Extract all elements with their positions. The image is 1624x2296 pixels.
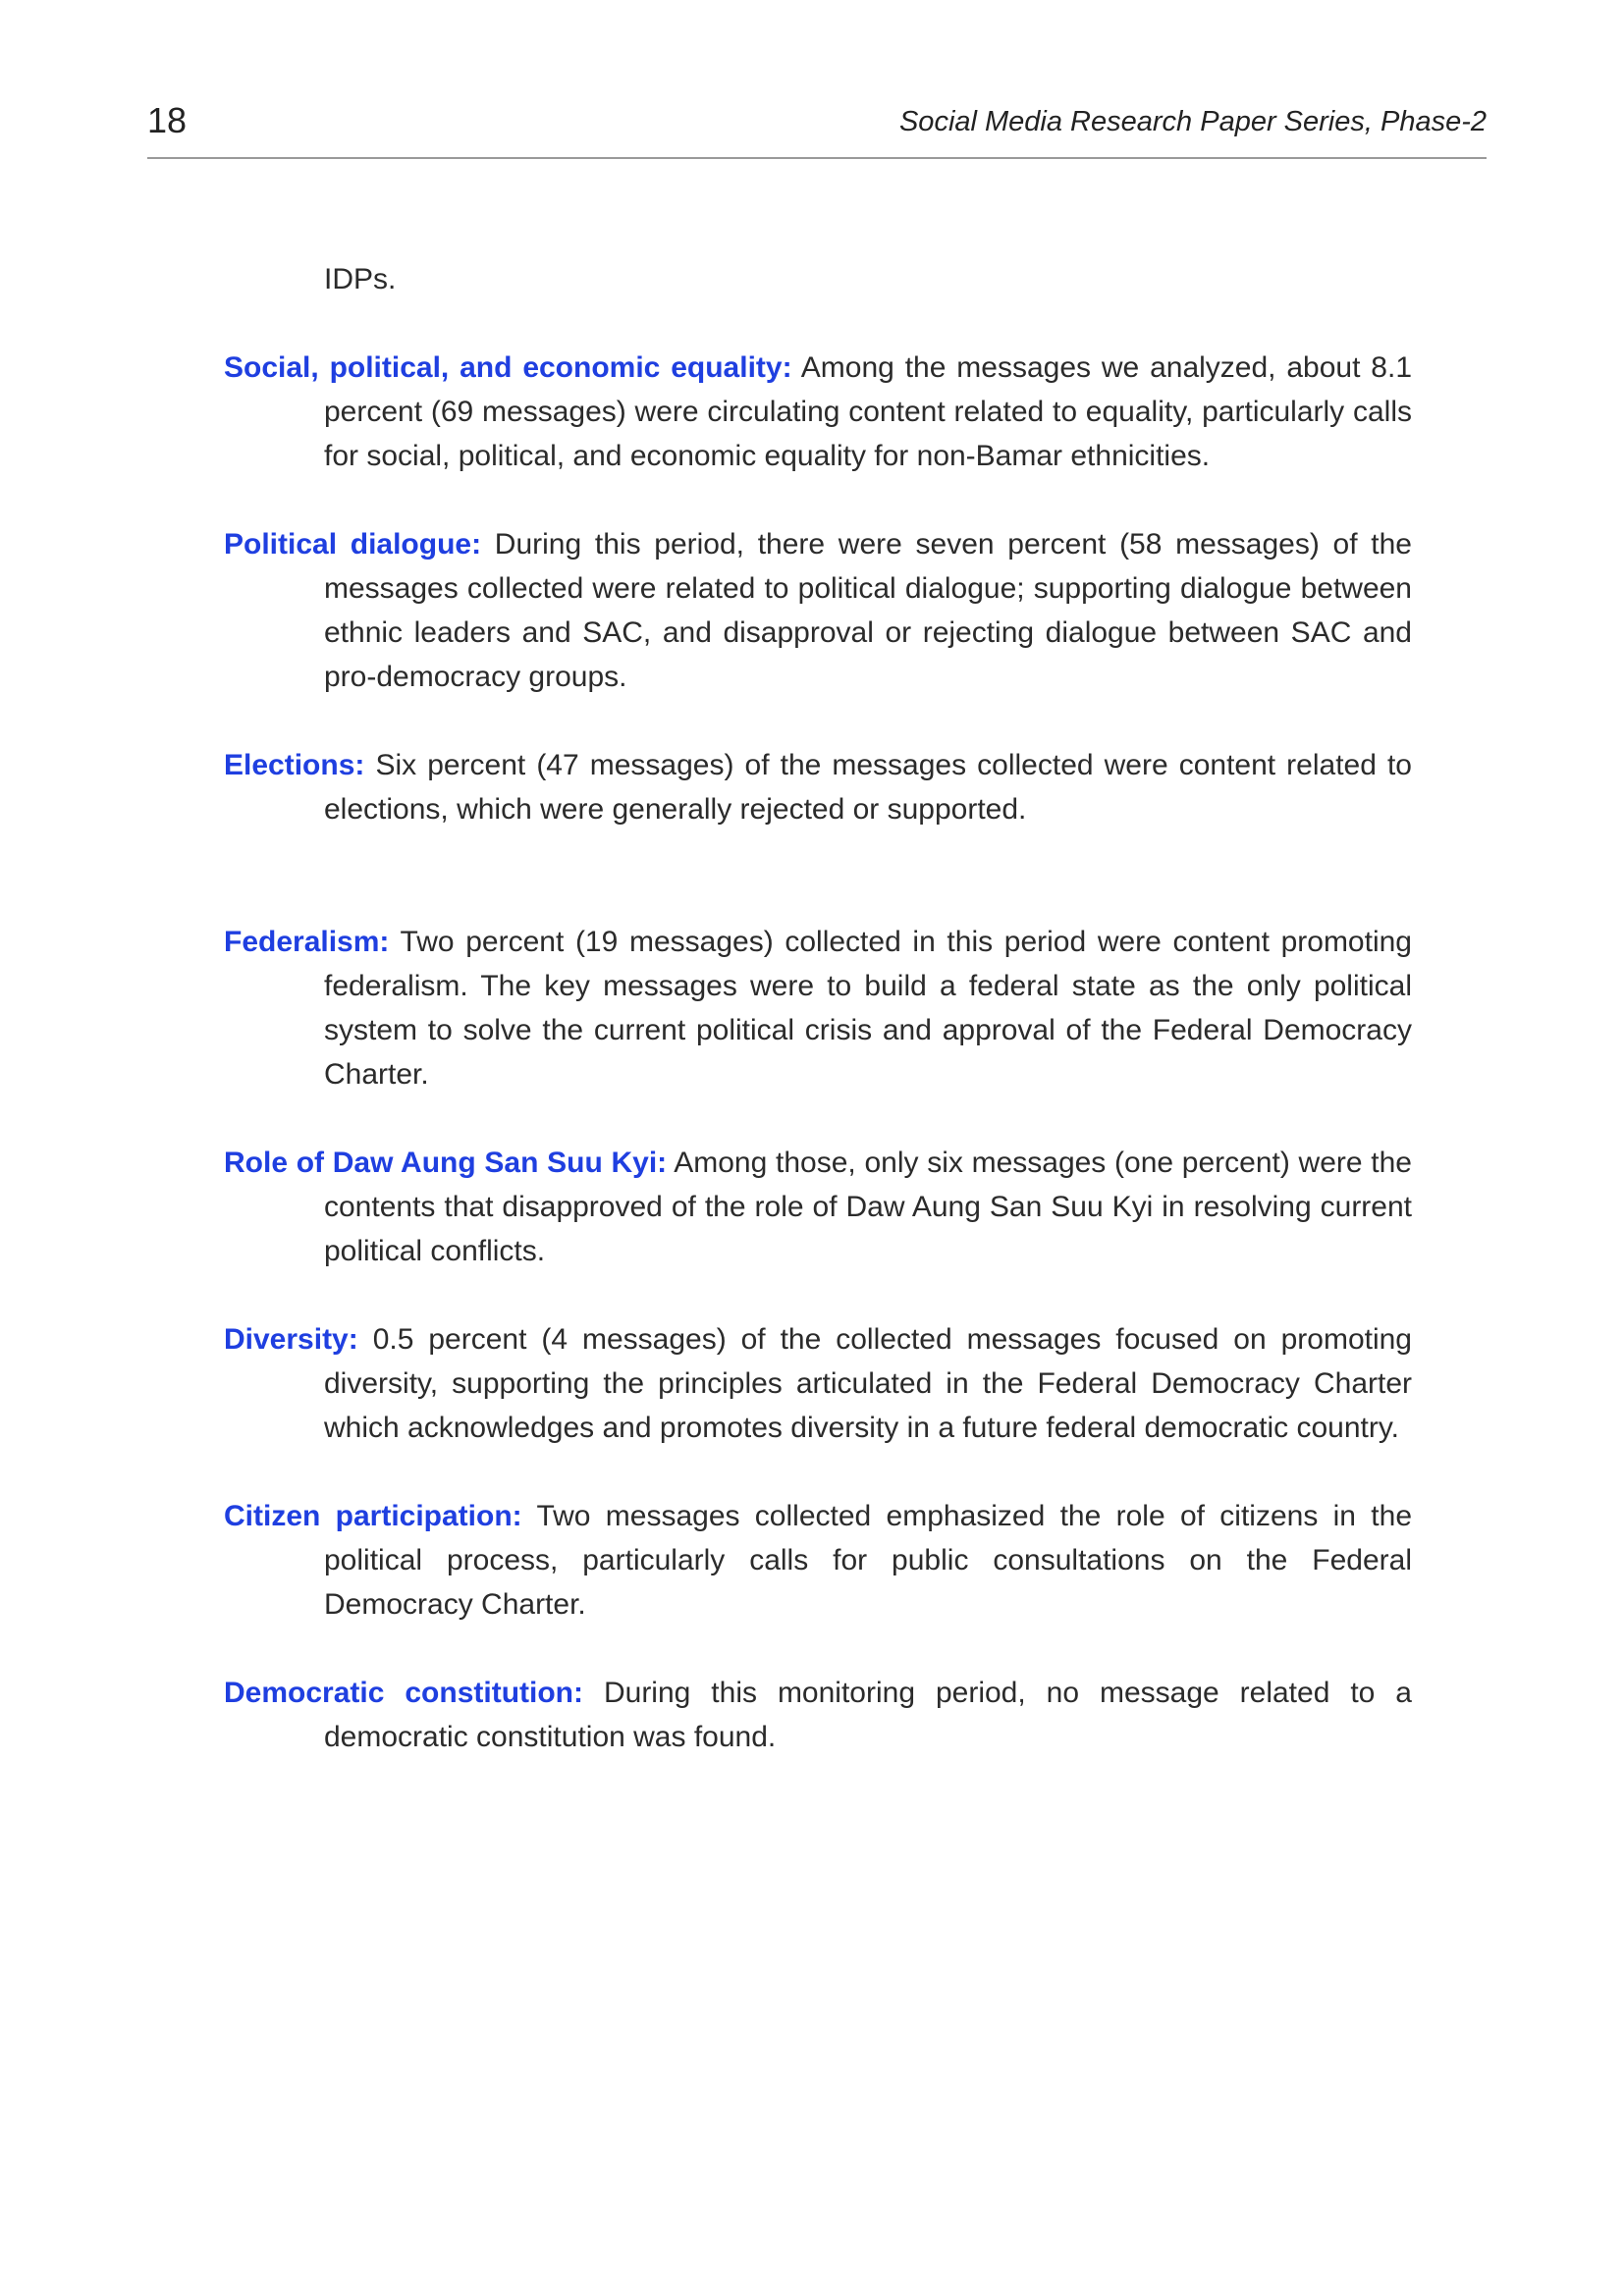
entry-citizen-participation [224, 1494, 1412, 1627]
entry-political-dialogue [224, 522, 1412, 699]
entry-text: Among those, only six messages (one percent) were the contents that disapproved of the role of Daw Aung San Suu Kyi in resolving current political conflicts. [324, 1147, 1412, 1267]
entry-term: Democratic constitution: [224, 1677, 583, 1709]
entry-term: Citizen participation: [224, 1500, 522, 1532]
entry-democratic-constitution [224, 1671, 1412, 1759]
entry-term: Social, political, and economic equality: [224, 351, 792, 384]
entry-text: Two messages collected emphasized the role of citizens in the political process, particularly calls for public consultations on the Federal Democracy Charter. [324, 1500, 1412, 1621]
entry-term: Diversity: [224, 1323, 358, 1356]
entry-term: Political dialogue: [224, 528, 482, 561]
entry-text: Two percent (19 messages) collected in this period were content promoting federalism. The key messages were to build a federal state as the only political system to solve the current political crisis and approval of the Federal Democracy Charter. [324, 926, 1412, 1091]
entry-term: Elections: [224, 749, 365, 781]
entry-text: During this monitoring period, no message related to a democratic constitution was found. [324, 1677, 1412, 1753]
entry-text: During this period, there were seven percent (58 messages) of the messages collected were related to political dialogue; supporting dialogue between ethnic leaders and SAC, and disapproval or rejecting dialogue between SAC and pro-democracy groups. [324, 528, 1412, 693]
entry-diversity [224, 1317, 1412, 1450]
entry-federalism [224, 920, 1412, 1096]
entry-role-of-daw-aung-san-suu-kyi [224, 1141, 1412, 1273]
entry-elections [224, 743, 1412, 831]
entry-text: Six percent (47 messages) of the messages collected were content related to elections, which were generally rejected or supported. [324, 749, 1412, 826]
page-header [147, 94, 1487, 159]
continuation-text: IDPs. [324, 263, 397, 295]
running-title: Social Media Research Paper Series, Phase-2 [898, 106, 1487, 137]
page-body [224, 257, 1412, 1759]
entry-text: Among the messages we analyzed, about 8.1 percent (69 messages) were circulating content related to equality, particularly calls for social, political, and economic equality for non-Bamar ethnicities. [324, 351, 1413, 472]
entry-term: Role of Daw Aung San Suu Kyi: [224, 1147, 668, 1179]
entry-social-political-economic-equality [224, 346, 1412, 478]
page-number: 18 [147, 100, 188, 140]
entry-term: Federalism: [224, 926, 390, 958]
entry-text: 0.5 percent (4 messages) of the collected messages focused on promoting diversity, supporting the principles articulated in the Federal Democracy Charter which acknowledges and promotes diversity in a future federal democratic country. [324, 1323, 1412, 1444]
